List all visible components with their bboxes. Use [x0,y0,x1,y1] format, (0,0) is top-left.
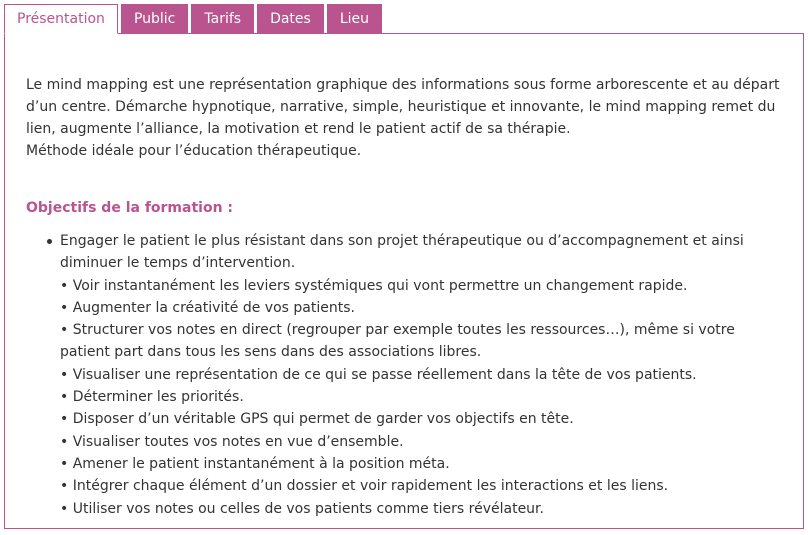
objective-item: • Intégrer chaque élément d’un dossier et voir rapidement les interactions et les liens. [60,478,669,495]
objective-item: • Augmenter la créativité de vos patients. [60,299,355,316]
tab-tarifs[interactable]: Tarifs [191,4,254,33]
objective-item: • Visualiser toutes vos notes en vue d’ensemble. [60,433,404,450]
objective-item: • Voir instantanément les leviers systémiques qui vont permettre un changement rapide. [60,277,688,294]
objective-item: • Amener le patient instantanément à la position méta. [60,455,450,472]
objective-item: • Utiliser vos notes ou celles de vos patients comme tiers révélateur. [60,500,544,517]
tab-panel [4,33,804,529]
tab-presentation[interactable]: Présentation [4,4,118,34]
objective-item: • Déterminer les priorités. [60,389,244,406]
objective-item: • Visualiser une représentation de ce qui se passe réellement dans la tête de vos patients. [60,366,697,383]
tab-dates[interactable]: Dates [257,4,324,33]
objective-main: Engager le patient le plus résistant dans son projet thérapeutique ou d’accompagnement et ainsi diminuer le temps d’intervention. [60,230,780,275]
objectives-title: Objectifs de la formation : [26,200,234,216]
objectives-list [60,230,780,520]
intro-paragraph: Le mind mapping est une représentation graphique des informations sous forme arborescente et au départ d’un centre. Démarche hypnotique, narrative, simple, heuristique et innovante, le mind mapping remet du lien, augmente l’alliance, la motivation et rend le patient actif de sa thérapie. [26,77,780,137]
tab-public[interactable]: Public [121,4,188,33]
objective-item: • Disposer d’un véritable GPS qui permet de garder vos objectifs en tête. [60,411,574,428]
intro-paragraph-method: Méthode idéale pour l’éducation thérapeutique. [26,143,362,159]
objective-item: • Structurer vos notes en direct (regrouper par exemple toutes les ressources…), même si votre patient part dans tous les sens dans des associations libres. [60,322,735,361]
intro-text [26,74,786,162]
tab-bar [4,4,382,34]
tab-lieu[interactable]: Lieu [327,4,382,33]
